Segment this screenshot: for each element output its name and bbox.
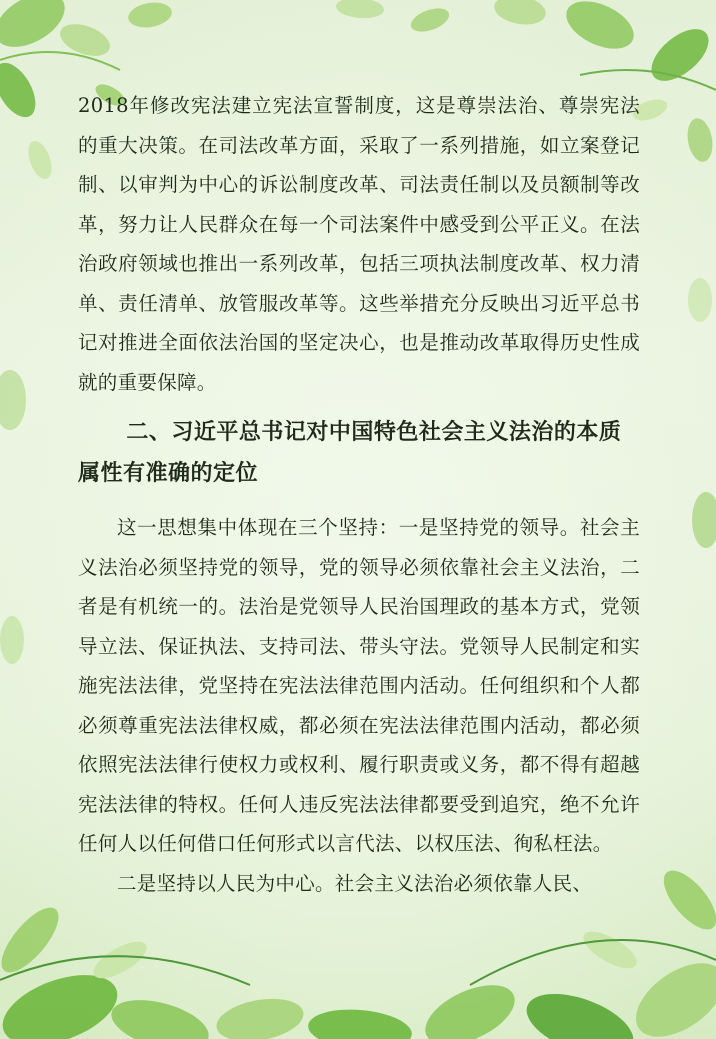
paragraph-2: 这一思想集中体现在三个坚持：一是坚持党的领导。社会主义法治必须坚持党的领导，党的领导必须依靠社会主义法治，二者是有机统一的。法治是党领导人民治国理政的基本方式，党领导立法、保证执法、支持司法、带头守法。党领导人民制定和实施宪法法律，党坚持在宪法法律范围内活动。任何组织和个人都必须尊重宪法法律权威，都必须在宪法法律范围内活动，都必须依照宪法法律行使权力或权利、履行职责或义务，都不得有超越宪法法律的特权。任何人违反宪法法律都要受到追究，绝不允许任何人以任何借口任何形式以言代法、以权压法、徇私枉法。 (78, 516, 640, 855)
paragraph-1: 2018年修改宪法建立宪法宣誓制度，这是尊崇法治、尊崇宪法的重大决策。在司法改革方面，采取了一系列措施，如立案登记制、以审判为中心的诉讼制度改革、司法责任制以及员额制等改革，努力让人民群众在每一个司法案件中感受到公平正义。在法治政府领域也推出一系列改革，包括三项执法制度改革、权力清单、责任清单、放管服改革等。这些举措充分反映出习近平总书记对推进全面依法治国的坚定决心，也是推动改革取得历史性成就的重要保障。 (78, 94, 640, 394)
document-body (78, 86, 640, 903)
paragraph-3: 二是坚持以人民为中心。社会主义法治必须依靠人民、 (117, 871, 593, 895)
section-heading: 二、习近平总书记对中国特色社会主义法治的本质属性有准确的定位 (78, 420, 622, 486)
